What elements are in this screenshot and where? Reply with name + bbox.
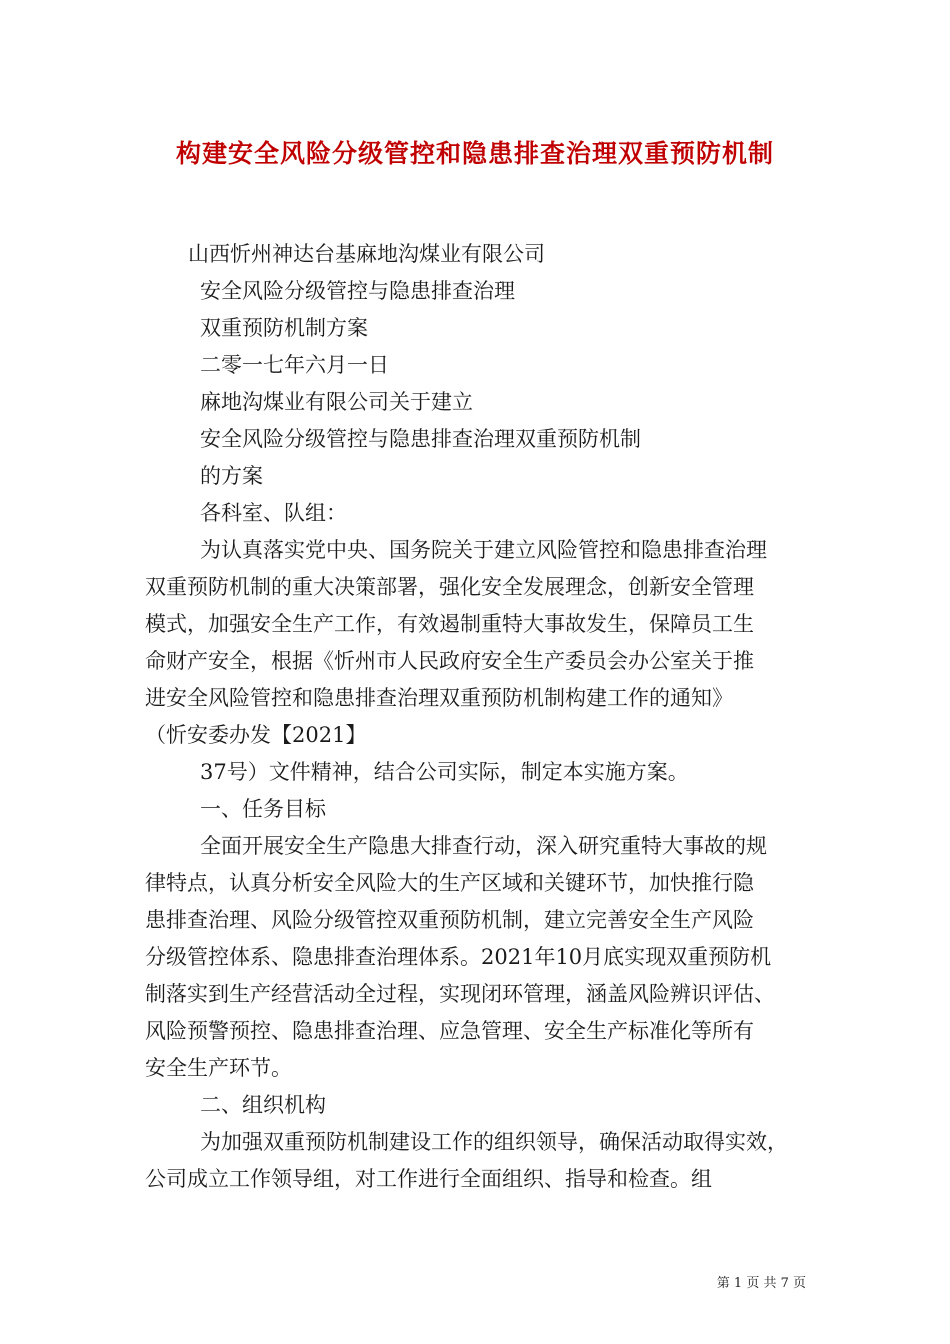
body-line: 进安全风险管控和隐患排查治理双重预防机制构建工作的通知》 — [145, 686, 733, 710]
body-line: 制落实到生产经营活动全过程，实现闭环管理，涵盖风险辨识评估、 — [145, 982, 775, 1006]
notice-title-line: 麻地沟煤业有限公司关于建立 — [200, 390, 473, 414]
plan-subtitle-line: 安全风险分级管控与隐患排查治理 — [200, 279, 515, 303]
body-line: 风险预警预控、隐患排查治理、应急管理、安全生产标准化等所有 — [145, 1019, 754, 1043]
salutation: 各科室、队组： — [200, 501, 347, 525]
section-heading: 一、任务目标 — [200, 797, 326, 821]
section-heading: 二、组织机构 — [200, 1093, 326, 1117]
body-line: 模式，加强安全生产工作，有效遏制重特大事故发生，保障员工生 — [145, 612, 754, 636]
page-number: 第 1 页 共 7 页 — [716, 1276, 806, 1291]
body-line: 分级管控体系、隐患排查治理体系。2021年10月底实现双重预防机 — [145, 945, 772, 969]
body-line: 37号）文件精神，结合公司实际，制定本实施方案。 — [200, 760, 689, 784]
notice-title-line: 安全风险分级管控与隐患排查治理双重预防机制 — [200, 427, 641, 451]
notice-title-line: 的方案 — [200, 464, 263, 488]
body-line: 为加强双重预防机制建设工作的组织领导，确保活动取得实效， — [200, 1130, 788, 1154]
plan-date: 二零一七年六月一日 — [200, 353, 389, 377]
company-name: 山西忻州神达台基麻地沟煤业有限公司 — [188, 242, 545, 266]
body-line: 双重预防机制的重大决策部署，强化安全发展理念，创新安全管理 — [145, 575, 754, 599]
body-line: 安全生产环节。 — [145, 1056, 292, 1080]
body-line: 全面开展安全生产隐患大排查行动，深入研究重特大事故的规 — [200, 834, 767, 858]
body-line: 为认真落实党中央、国务院关于建立风险管控和隐患排查治理 — [200, 538, 767, 562]
body-line: 律特点，认真分析安全风险大的生产区域和关键环节，加快推行隐 — [145, 871, 754, 895]
body-line: （忻安委办发【2021】 — [145, 723, 367, 747]
body-line: 患排查治理、风险分级管控双重预防机制，建立完善安全生产风险 — [145, 908, 754, 932]
body-line: 命财产安全，根据《忻州市人民政府安全生产委员会办公室关于推 — [145, 649, 754, 673]
body-line: 公司成立工作领导组，对工作进行全面组织、指导和检查。组 — [145, 1167, 712, 1191]
plan-subtitle-line: 双重预防机制方案 — [200, 316, 368, 340]
document-title: 构建安全风险分级管控和隐患排查治理双重预防机制 — [175, 139, 774, 168]
